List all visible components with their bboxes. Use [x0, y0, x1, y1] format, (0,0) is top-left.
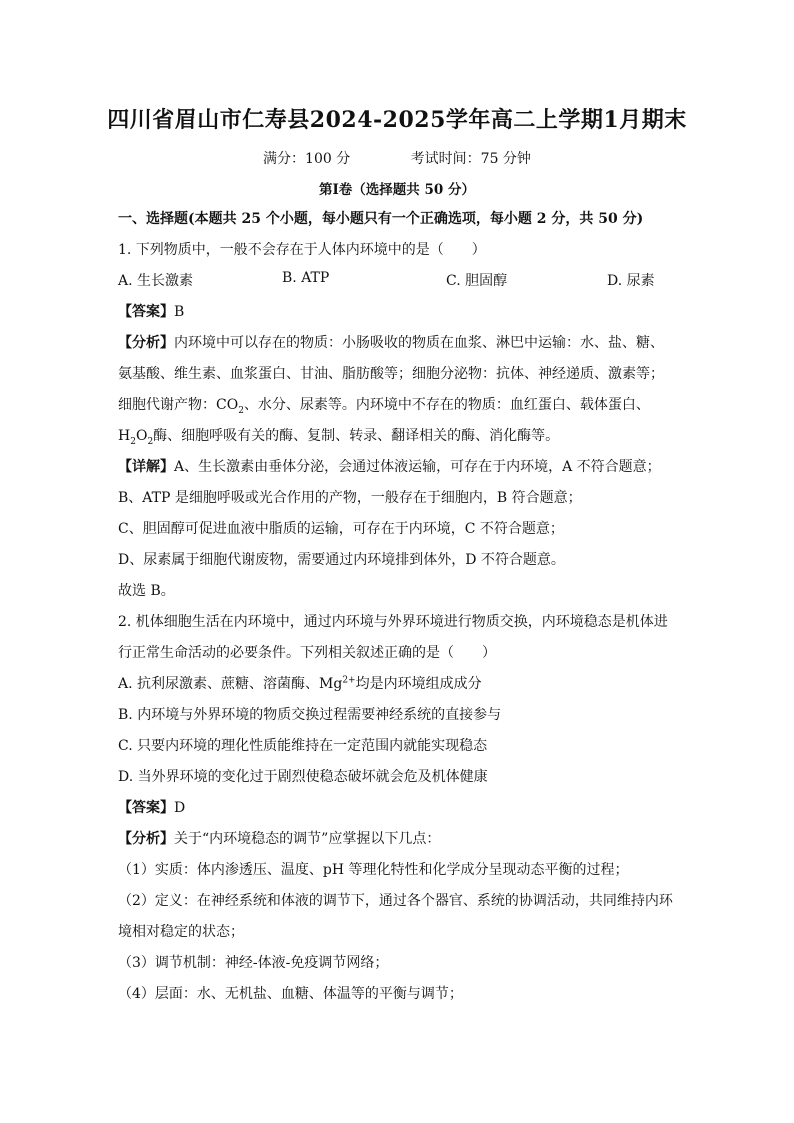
- analysis-text: 关于“内环境稳态的调节”应掌握以下几点：: [174, 831, 441, 847]
- q1-detail-line: D、尿素属于细胞代谢废物，需要通过内环境排到体外，D 不符合题意。: [118, 552, 565, 568]
- volume-heading: 第Ⅰ卷（选择题共 50 分）: [318, 182, 475, 198]
- q2-option-c: C. 只要内环境的理化性质能维持在一定范围内就能实现稳态: [118, 738, 488, 754]
- q2-option-b: B. 内环境与外界环境的物质交换过程需要神经系统的直接参与: [118, 707, 502, 723]
- q1-stem: 1. 下列物质中，一般不会存在于人体内环境中的是（ ）: [118, 242, 486, 258]
- q2-point-4: （4）层面：水、无机盐、血糖、体温等的平衡与调节；: [118, 986, 463, 1002]
- analysis-text: 细胞代谢产物：CO: [118, 397, 239, 413]
- q2-stem: 2. 机体细胞生活在内环境中，通过内环境与外界环境进行物质交换，内环境稳态是机体进: [118, 614, 668, 630]
- subscript: 2: [147, 436, 154, 447]
- q2-analysis-line: [118, 828, 694, 848]
- q1-analysis-line: [118, 394, 694, 416]
- q1-detail-line: C、胆固醇可促进血液中脂质的运输，可存在于内环境，C 不符合题意；: [118, 521, 564, 537]
- q1-detail-line: B、ATP 是细胞呼吸或光合作用的产物，一般存在于细胞内，B 符合题意；: [118, 490, 582, 506]
- option-text: A. 抗利尿激素、蔗糖、溶菌酶、Mg: [118, 676, 343, 692]
- q2-point-1: （1）实质：体内渗透压、温度、pH 等理化特性和化学成分呈现动态平衡的过程；: [118, 862, 629, 878]
- q1-analysis-line: [118, 425, 694, 447]
- q2-option-a: [118, 673, 694, 693]
- analysis-text: H: [118, 428, 131, 444]
- section-heading: 一、选择题(本题共 25 个小题，每小题只有一个正确选项，每小题 2 分，共 50 分): [118, 211, 644, 227]
- page-title: 四川省眉山市仁寿县2024-2025学年高二上学期1月期末: [107, 107, 687, 133]
- answer-tag: 【答案】: [118, 800, 174, 816]
- subscript: 2: [130, 436, 136, 447]
- q2-answer: [118, 797, 694, 817]
- q2-point-2-cont: 境相对稳定的状态；: [118, 924, 244, 940]
- subscript: 2: [238, 405, 244, 416]
- analysis-text: 、水分、尿素等。内环境中不存在的物质：血红蛋白、载体蛋白、: [243, 397, 650, 413]
- analysis-tag: 【分析】: [118, 335, 174, 351]
- q1-option-a: A. 生长激素: [118, 273, 194, 289]
- answer-value: D: [174, 800, 186, 816]
- q1-analysis-line: 氨基酸、维生素、血浆蛋白、甘油、脂肪酸等；细胞分泌物：抗体、神经递质、激素等；: [118, 366, 664, 382]
- q1-option-d: D. 尿素: [607, 273, 655, 289]
- q2-option-d: D. 当外界环境的变化过于剧烈使稳态破坏就会危及机体健康: [118, 769, 488, 785]
- detail-text: A、生长激素由垂体分泌，会通过体液运输，可存在于内环境，A 不符合题意；: [174, 459, 661, 475]
- exam-meta: [0, 148, 794, 168]
- answer-value: B: [174, 304, 185, 320]
- analysis-text: 酶、细胞呼吸有关的酶、复制、转录、翻译相关的酶、消化酶等。: [153, 428, 560, 444]
- analysis-text: 内环境中可以存在的物质：小肠吸收的物质在血浆、淋巴中运输：水、盐、糖、: [174, 335, 664, 351]
- q2-point-3: （3）调节机制：神经-体液-免疫调节网络；: [118, 955, 389, 971]
- q1-answer: [118, 301, 694, 321]
- q1-detail-line: [118, 456, 694, 476]
- q1-conclusion: 故选 B。: [118, 583, 175, 599]
- q1-option-b: B. ATP: [282, 270, 330, 286]
- full-score: 满分：100 分: [263, 151, 351, 167]
- q1-analysis-line: [118, 332, 694, 352]
- analysis-text: O: [135, 428, 148, 444]
- option-text: 均是内环境组成成分: [355, 676, 482, 692]
- analysis-tag: 【分析】: [118, 831, 174, 847]
- q1-option-c: C. 胆固醇: [446, 273, 508, 289]
- detail-tag: 【详解】: [118, 459, 174, 475]
- answer-tag: 【答案】: [118, 304, 174, 320]
- q2-point-2: （2）定义：在神经系统和体液的调节下，通过各个器官、系统的协调活动，共同维持内环: [118, 893, 673, 909]
- q2-stem: 行正常生命活动的必要条件。下列相关叙述正确的是（ ）: [118, 645, 496, 661]
- superscript: 2+: [342, 675, 356, 686]
- exam-time: 考试时间：75 分钟: [410, 151, 531, 167]
